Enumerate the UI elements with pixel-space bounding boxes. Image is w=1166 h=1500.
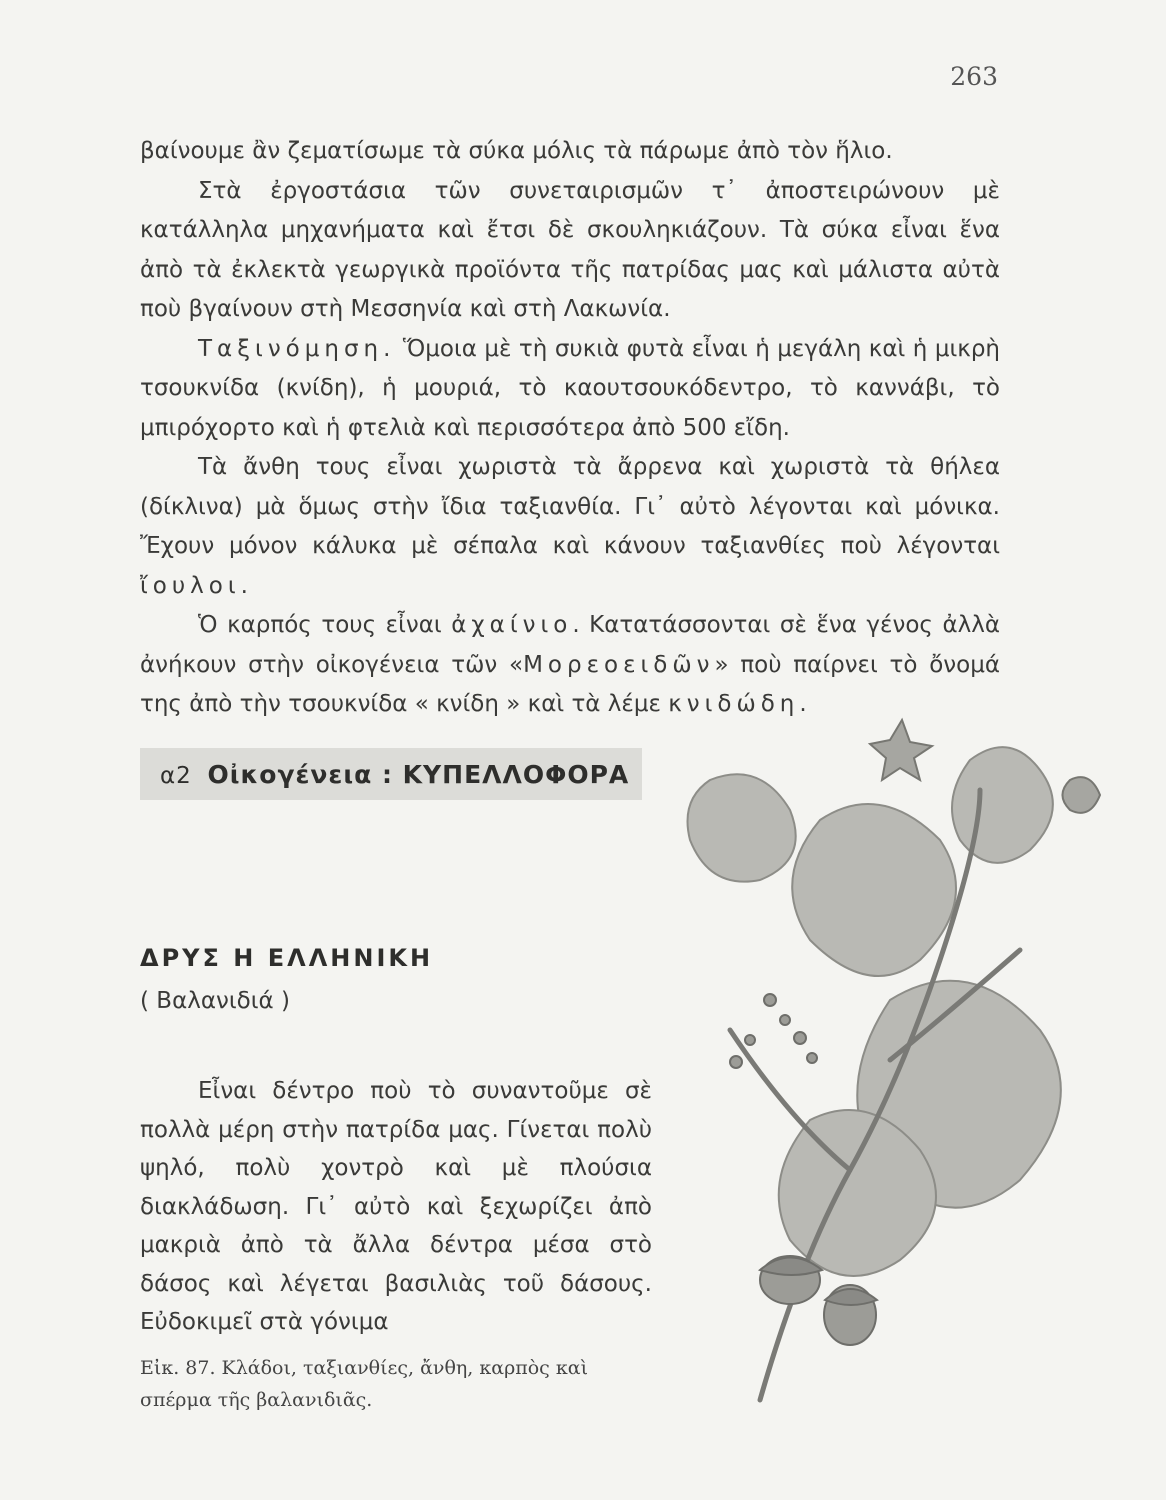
paragraph-1: βαίνουμε ἂν ζεματίσωμε τὰ σύκα μόλις τὰ πάρωμε ἀπὸ τὸν ἥλιο. xyxy=(140,138,893,164)
classification-text: Ὅμοια μὲ τὴ συκιὰ φυτὰ εἶναι ἡ μεγάλη καὶ ἡ μικρὴ τσουκνίδα (κνίδη), ἡ μουριά, τὸ καουτσουκόδεντρο, τὸ καννάβι, τὸ μπιρόχορτο καὶ ἡ φτελιὰ καὶ περισσότερα ἀπὸ 500 εἴδη. xyxy=(140,335,1000,441)
paragraph-2: Στὰ ἐργοστάσια τῶν συνεταιρισμῶν τ᾿ ἀποστειρώνουν μὲ κατάλληλα μηχανήματα καὶ ἔτσι δὲ σκουληκιάζουν. Τὰ σύκα εἶναι ἕνα ἀπὸ τὰ ἐκλεκτὰ γεωργικὰ προϊόντα τῆς πατρίδας μας καὶ μάλιστα αὐτὰ ποὺ βγαίνουν στὴ Μεσσηνία καὶ στὴ Λακωνία. xyxy=(140,177,1000,322)
section-label: Οἰκογένεια : xyxy=(207,760,393,789)
species-common-name: ( Βαλανιδιά ) xyxy=(140,988,290,1014)
paragraph-5-end: . xyxy=(799,691,807,717)
species-description: Εἶναι δέντρο ποὺ τὸ συναντοῦμε σὲ πολλὰ μέρη στὴν πατρίδα μας. Γίνεται πολὺ ψηλό, πολὺ χοντρὸ καὶ μὲ πλούσια διακλάδωση. Γι᾿ αὐτὸ καὶ ξεχωρίζει ἀπὸ μακριὰ ἀπὸ τὰ ἄλλα δέντρα μέσα στὸ δάσος καὶ λέγεται βασιλιὰς τοῦ δάσους. Εὐδοκιμεῖ στὰ γόνιμα xyxy=(140,1078,652,1335)
section-heading xyxy=(160,760,629,789)
paragraph-3 xyxy=(140,330,1000,449)
paragraph-4-end: . xyxy=(240,572,248,599)
paragraph-5-text-c: » ποὺ παίρνει τὸ ὄνομά της ἀπὸ τὴν τσουκνίδα « κνίδη » καὶ τὰ λέμε xyxy=(140,651,1000,717)
oak-branch-illustration xyxy=(640,700,1120,1420)
section-family-name: ΚΥΠΕΛΛΟΦΟΡΑ xyxy=(402,760,630,789)
term-moraceae: Μορεοειδῶν xyxy=(523,651,715,678)
term-achene: ἀχαίνιο xyxy=(451,612,573,638)
paragraph-4-text: Τὰ ἄνθη τους εἶναι χωριστὰ τὰ ἄρρενα καὶ χωριστὰ τὰ θήλεα (δίκλινα) μὰ ὅμως στὴν ἴδια ταξιανθία. Γι᾿ αὐτὸ λέγονται καὶ μόνικα. Ἔχουν μόνον κάλυκα μὲ σέπαλα καὶ κάνουν ταξιανθίες ποὺ λέγονται xyxy=(140,454,1000,559)
paragraph-4 xyxy=(140,448,1000,606)
species-title: ΔΡΥΣ Η ΕΛΛΗΝΙΚΗ xyxy=(140,944,434,972)
section-prefix: α2 xyxy=(160,763,192,789)
column-text xyxy=(140,1072,652,1342)
term-catkins: ἴουλοι xyxy=(140,572,241,599)
page-number: 263 xyxy=(950,62,998,91)
body-text xyxy=(140,132,1000,725)
classification-label: Ταξινόμηση. xyxy=(198,335,396,362)
paragraph-5-text-a: Ὁ καρπός τους εἶναι xyxy=(198,612,442,638)
paragraph-5-text-b: . Κατατάσσονται σὲ ἕνα γένος ἀλλὰ ἀνήκουν στὴν οἰκογένεια τῶν « xyxy=(140,612,1000,678)
figure-caption: Εἰκ. 87. Κλάδοι, ταξιανθίες, ἄνθη, καρπὸς καὶ σπέρμα τῆς βαλανιδιᾶς. xyxy=(140,1357,589,1411)
term-knidodi: κνιδώδη xyxy=(668,691,800,717)
